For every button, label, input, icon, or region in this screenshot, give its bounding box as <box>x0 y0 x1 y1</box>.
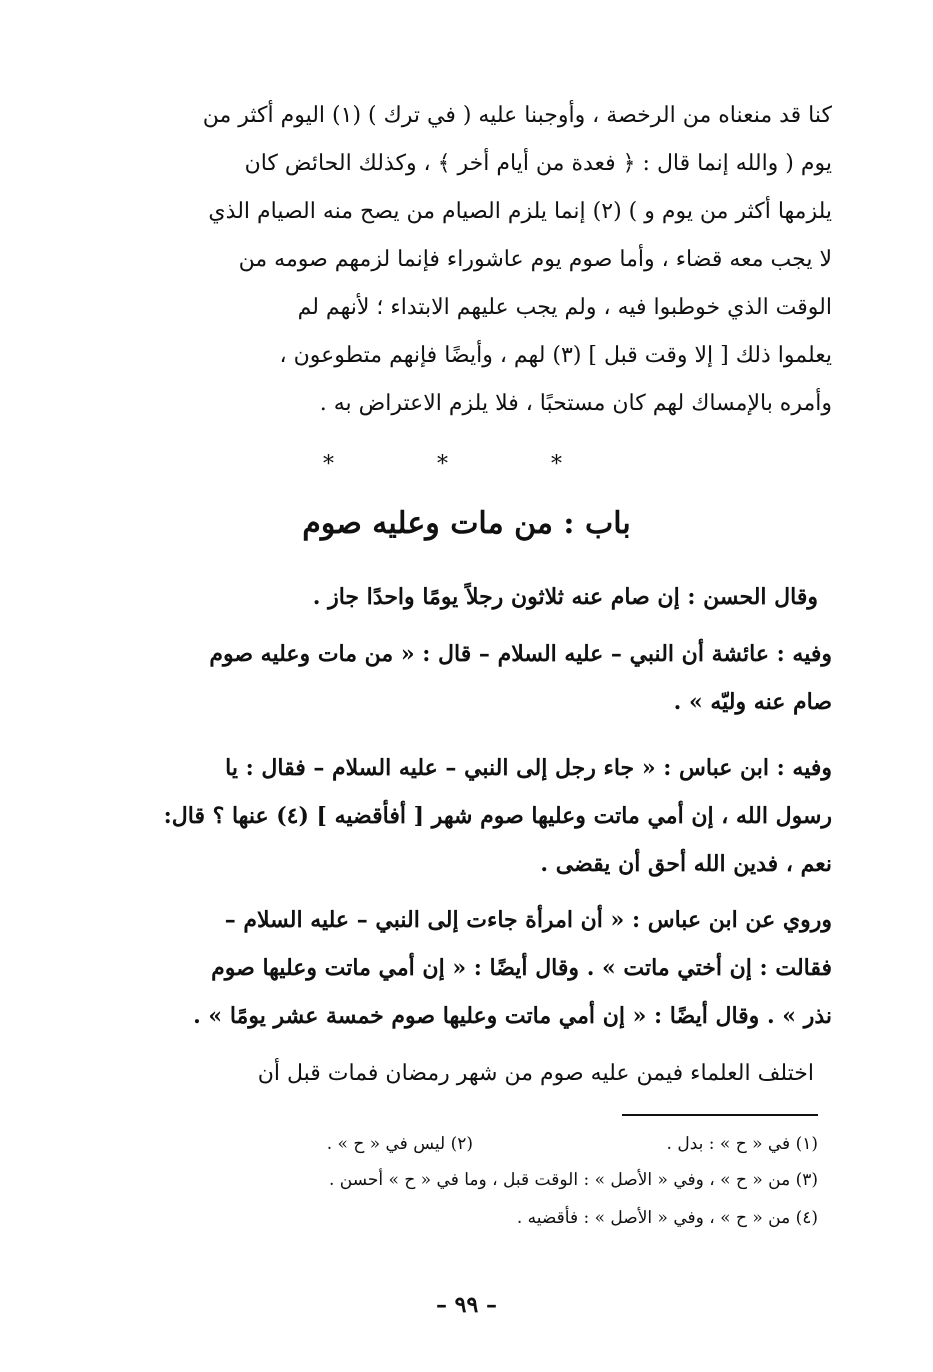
paragraph-ibn-abbas-narration <box>138 896 832 1040</box>
text-line: صام عنه وليّه » . <box>673 689 832 715</box>
text-line: اختلف العلماء فيمن عليه صوم من شهر رمضان فمات قبل أن <box>257 1061 814 1086</box>
paragraph-aisha-hadith <box>138 630 832 726</box>
paragraph-commentary <box>132 1054 814 1094</box>
text-line: الوقت الذي خوطبوا فيه ، ولم يجب عليهم الابتداء ؛ لأنهم لم <box>297 295 832 320</box>
text-line: لا يجب معه قضاء ، وأما صوم يوم عاشوراء فإنما لزمهم صومه من <box>238 247 832 272</box>
footnote-3: (٣) من « ح » ، وفي « الأصل » : الوقت قبل ، وما في « ح » أحسن . <box>329 1170 818 1190</box>
text-line: نعم ، فدين الله أحق أن يقضى . <box>540 851 832 877</box>
chapter-heading: باب : من مات وعليه صوم <box>302 506 631 541</box>
footnote-divider <box>622 1114 818 1116</box>
text-line: وقال الحسن : إن صام عنه ثلاثون رجلاً يومًا واحدًا جاز . <box>312 584 818 610</box>
text-line: فقالت : إن أختي ماتت » . وقال أيضًا : « إن أمي ماتت وعليها صوم <box>211 955 832 981</box>
text-line: وروي عن ابن عباس : « أن امرأة جاءت إلى النبي – عليه السلام – <box>224 907 832 933</box>
footnote-2: (٢) ليس في « ح » . <box>326 1134 473 1154</box>
section-separator: * * * <box>323 452 610 477</box>
text-line: وأمره بالإمساك لهم كان مستحبًا ، فلا يلزم الاعتراض به . <box>319 391 832 416</box>
footnote-4: (٤) من « ح » ، وفي « الأصل » : فأقضيه . <box>516 1208 818 1228</box>
paragraph-ibn-abbas-hadith <box>138 744 832 888</box>
footnote-1: (١) في « ح » : بدل . <box>666 1134 818 1154</box>
text-line: نذر » . وقال أيضًا : « إن أمي ماتت وعليها صوم خمسة عشر يومًا » . <box>193 1003 832 1029</box>
text-line: وفيه : عائشة أن النبي – عليه السلام – قال : « من مات وعليه صوم <box>209 641 832 667</box>
paragraph-intro <box>138 92 832 428</box>
text-line: كنا قد منعناه من الرخصة ، وأوجبنا عليه ( في ترك ) (١) اليوم أكثر من <box>202 103 832 128</box>
page-number: – ٩٩ – <box>436 1292 497 1318</box>
text-line: يعلموا ذلك [ إلا وقت قبل ] (٣) لهم ، وأيضًا فإنهم متطوعون ، <box>279 343 832 368</box>
text-line: يلزمها أكثر من يوم و ) (٢) إنما يلزم الصيام من يصح منه الصيام الذي <box>208 199 832 224</box>
text-line: وفيه : ابن عباس : « جاء رجل إلى النبي – عليه السلام – فقال : يا <box>225 755 832 781</box>
text-line: رسول الله ، إن أمي ماتت وعليها صوم شهر [ أفأقضيه ] (٤) عنها ؟ قال: <box>163 803 832 829</box>
paragraph-hasan <box>138 574 818 620</box>
text-line: يوم ( والله إنما قال : ﴿ فعدة من أيام أخر ﴾ ، وكذلك الحائض كان <box>244 151 832 176</box>
